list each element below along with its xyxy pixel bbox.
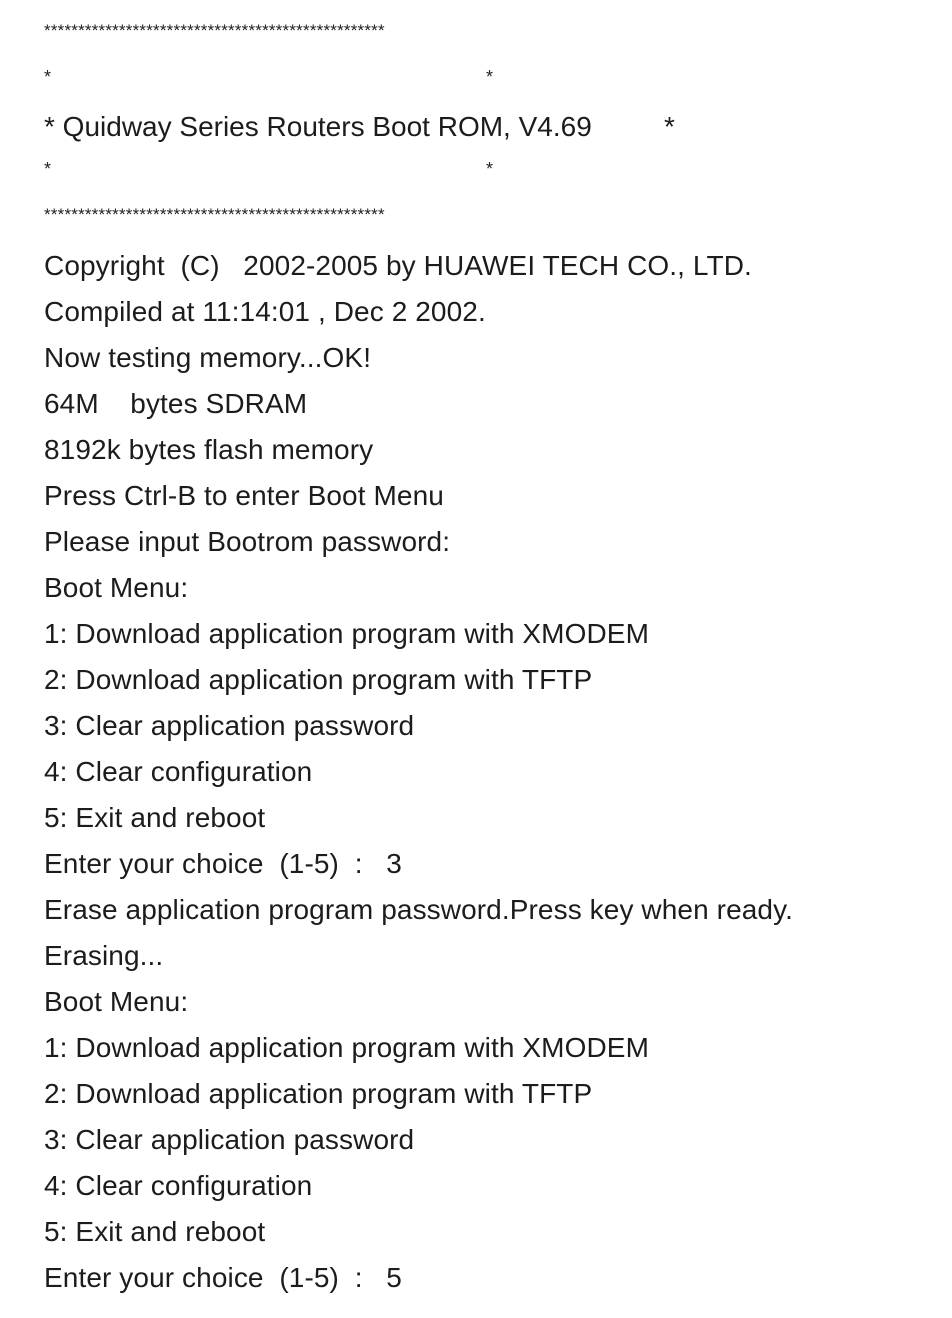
menu-item-xmodem: 1: Download application program with XMODEM [44,618,650,649]
banner-title: * Quidway Series Routers Boot ROM, V4.69 [44,111,592,142]
banner-blank-left: * [44,67,52,87]
erasing-status: Erasing... [44,940,164,971]
menu-item-tftp: 2: Download application program with TFTP [44,1078,593,1109]
menu-item-exit-reboot: 5: Exit and reboot [44,1216,266,1247]
choice-prompt: Enter your choice (1-5) : 5 [44,1262,402,1293]
banner-border-top: ************************************************** [44,21,385,40]
menu-item-xmodem: 1: Download application program with XMODEM [44,1032,650,1063]
copyright-line: Copyright (C) 2002-2005 by HUAWEI TECH CO., LTD. [44,250,752,281]
sdram-line: 64M bytes SDRAM [44,388,308,419]
boot-menu-header: Boot Menu: [44,986,189,1017]
banner-blank-right-2: * [486,159,494,179]
menu-item-exit-reboot: 5: Exit and reboot [44,802,266,833]
boot-menu-header: Boot Menu: [44,572,189,603]
menu-item-clear-config: 4: Clear configuration [44,1170,313,1201]
menu-item-clear-password: 3: Clear application password [44,710,415,741]
banner-blank-right: * [486,67,494,87]
compiled-line: Compiled at 11:14:01 , Dec 2 2002. [44,296,486,327]
choice-prompt: Enter your choice (1-5) : 3 [44,848,402,879]
menu-item-clear-config: 4: Clear configuration [44,756,313,787]
banner-blank-left-2: * [44,159,52,179]
banner-border-bottom: ************************************************** [44,205,385,224]
banner-title-end: * [664,111,675,142]
menu-item-clear-password: 3: Clear application password [44,1124,415,1155]
menu-item-tftp: 2: Download application program with TFTP [44,664,593,695]
password-prompt-line: Please input Bootrom password: [44,526,451,557]
flash-line: 8192k bytes flash memory [44,434,374,465]
memory-test-line: Now testing memory...OK! [44,342,372,373]
ctrl-b-line: Press Ctrl-B to enter Boot Menu [44,480,444,511]
erase-message: Erase application program password.Press key when ready. [44,894,793,925]
